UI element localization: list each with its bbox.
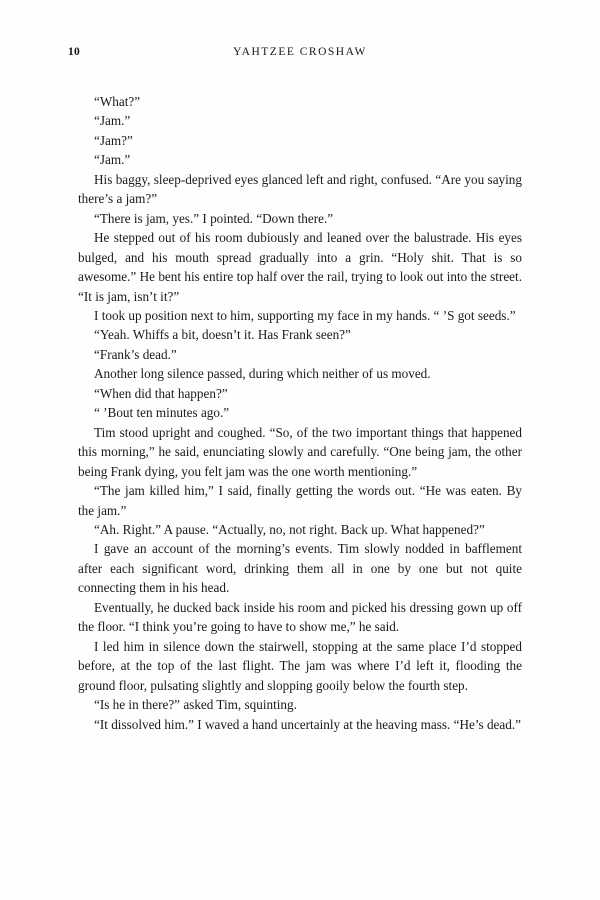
paragraph: “Ah. Right.” A pause. “Actually, no, not right. Back up. What happened?” bbox=[94, 521, 485, 537]
paragraph: “The jam killed him,” I said, finally getting the words out. “He was eaten. By the jam.” bbox=[78, 483, 522, 518]
paragraph: “Jam.” bbox=[94, 113, 131, 129]
page-number: 10 bbox=[68, 46, 80, 58]
paragraph: Tim stood upright and coughed. “So, of the two important things that happened this morning,” he said, enunciating slowly and carefully. “One being jam, the other being Frank dying, you felt jam was the one worth mentioning.” bbox=[78, 424, 522, 479]
paragraph: I took up position next to him, supporting my face in my hands. “ ’S got seeds.” bbox=[94, 307, 516, 323]
paragraph: He stepped out of his room dubiously and leaned over the balustrade. His eyes bulged, and his mouth spread gradually into a grin. “Holy shit. That is so awesome.” He bent his entire top half over the rail, trying to look out into the street. “It is jam, isn’t it?” bbox=[78, 230, 522, 304]
paragraph: “ ’Bout ten minutes ago.” bbox=[94, 405, 230, 421]
paragraph: His baggy, sleep-deprived eyes glanced left and right, confused. “Are you saying there’s a jam?” bbox=[78, 171, 522, 207]
page-body-text bbox=[78, 92, 522, 734]
paragraph: I gave an account of the morning’s events. Tim slowly nodded in bafflement after each significant word, drinking them all in one by one but not quite connecting them in his head. bbox=[78, 541, 522, 596]
paragraph: “Is he in there?” asked Tim, squinting. bbox=[94, 697, 297, 713]
paragraph: “Jam.” bbox=[94, 152, 131, 168]
paragraph: “When did that happen?” bbox=[94, 385, 228, 401]
paragraph: “It dissolved him.” I waved a hand uncertainly at the heaving mass. “He’s dead.” bbox=[94, 716, 521, 732]
paragraph: “There is jam, yes.” I pointed. “Down there.” bbox=[94, 210, 334, 226]
paragraph: “Jam?” bbox=[94, 132, 133, 148]
book-author-title: YAHTZEE CROSHAW bbox=[233, 46, 367, 58]
paragraph: I led him in silence down the stairwell, stopping at the same place I’d stopped before, at the top of the last flight. The jam was where I’d left it, flooding the ground floor, pulsating slightly and slopping gooily below the fourth step. bbox=[78, 638, 522, 693]
paragraph: Another long silence passed, during which neither of us moved. bbox=[94, 366, 431, 382]
paragraph: Eventually, he ducked back inside his room and picked his dressing gown up off the floor. “I think you’re going to have to show me,” he said. bbox=[78, 599, 522, 635]
paragraph: “Yeah. Whiffs a bit, doesn’t it. Has Frank seen?” bbox=[94, 327, 351, 343]
paragraph: “What?” bbox=[94, 94, 141, 109]
running-head bbox=[68, 46, 532, 64]
paragraph: “Frank’s dead.” bbox=[94, 346, 177, 362]
